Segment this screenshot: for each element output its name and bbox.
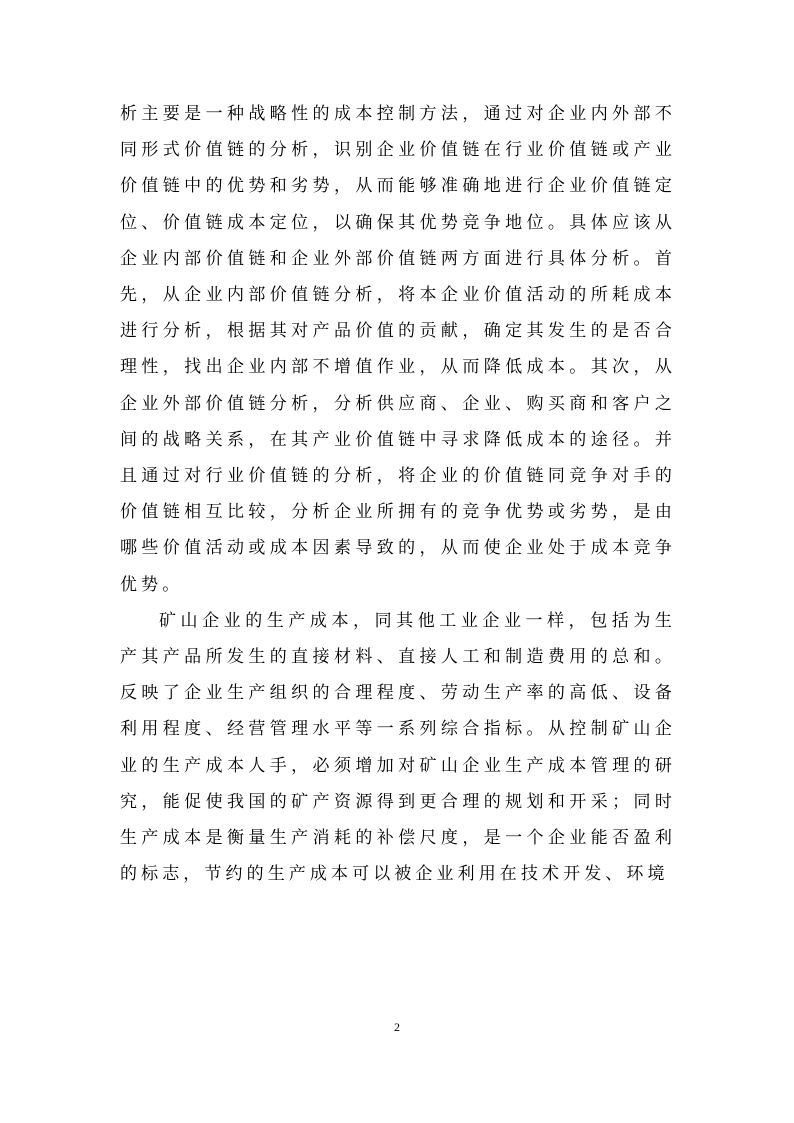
document-body bbox=[120, 96, 676, 892]
page-number: 2 bbox=[394, 1020, 400, 1034]
body-paragraph-1: 析主要是一种战略性的成本控制方法，通过对企业内外部不同形式价值链的分析，识别企业价值链在行业价值链或产业价值链中的优势和劣势，从而能够准确地进行企业价值链定位、价值链成本定位，以确保其优势竞争地位。具体应该从企业内部价值链和企业外部价值链两方面进行具体分析。首先，从企业内部价值链分析，将本企业价值活动的所耗成本进行分析，根据其对产品价值的贡献，确定其发生的是否合理性，找出企业内部不增值作业，从而降低成本。其次，从企业外部价值链分析，分析供应商、企业、购买商和客户之间的战略关系，在其产业价值链中寻求降低成本的途径。并且通过对行业价值链的分析，将企业的价值链同竞争对手的价值链相互比较，分析企业所拥有的竞争优势或劣势，是由哪些价值活动或成本因素导致的，从而使企业处于成本竞争优势。 bbox=[120, 104, 676, 595]
body-paragraph-2: 矿山企业的生产成本，同其他工业企业一样，包括为生产其产品所发生的直接材料、直接人工和制造费用的总和。反映了企业生产组织的合理程度、劳动生产率的高低、设备利用程度、经营管理水平等一系列综合指标。从控制矿山企业的生产成本人手，必须增加对矿山企业生产成本管理的研究，能促使我国的矿产资源得到更合理的规划和开采；同时生产成本是衡量生产消耗的补偿尺度，是一个企业能否盈利的标志，节约的生产成本可以被企业利用在技术开发、环境 bbox=[120, 610, 676, 885]
